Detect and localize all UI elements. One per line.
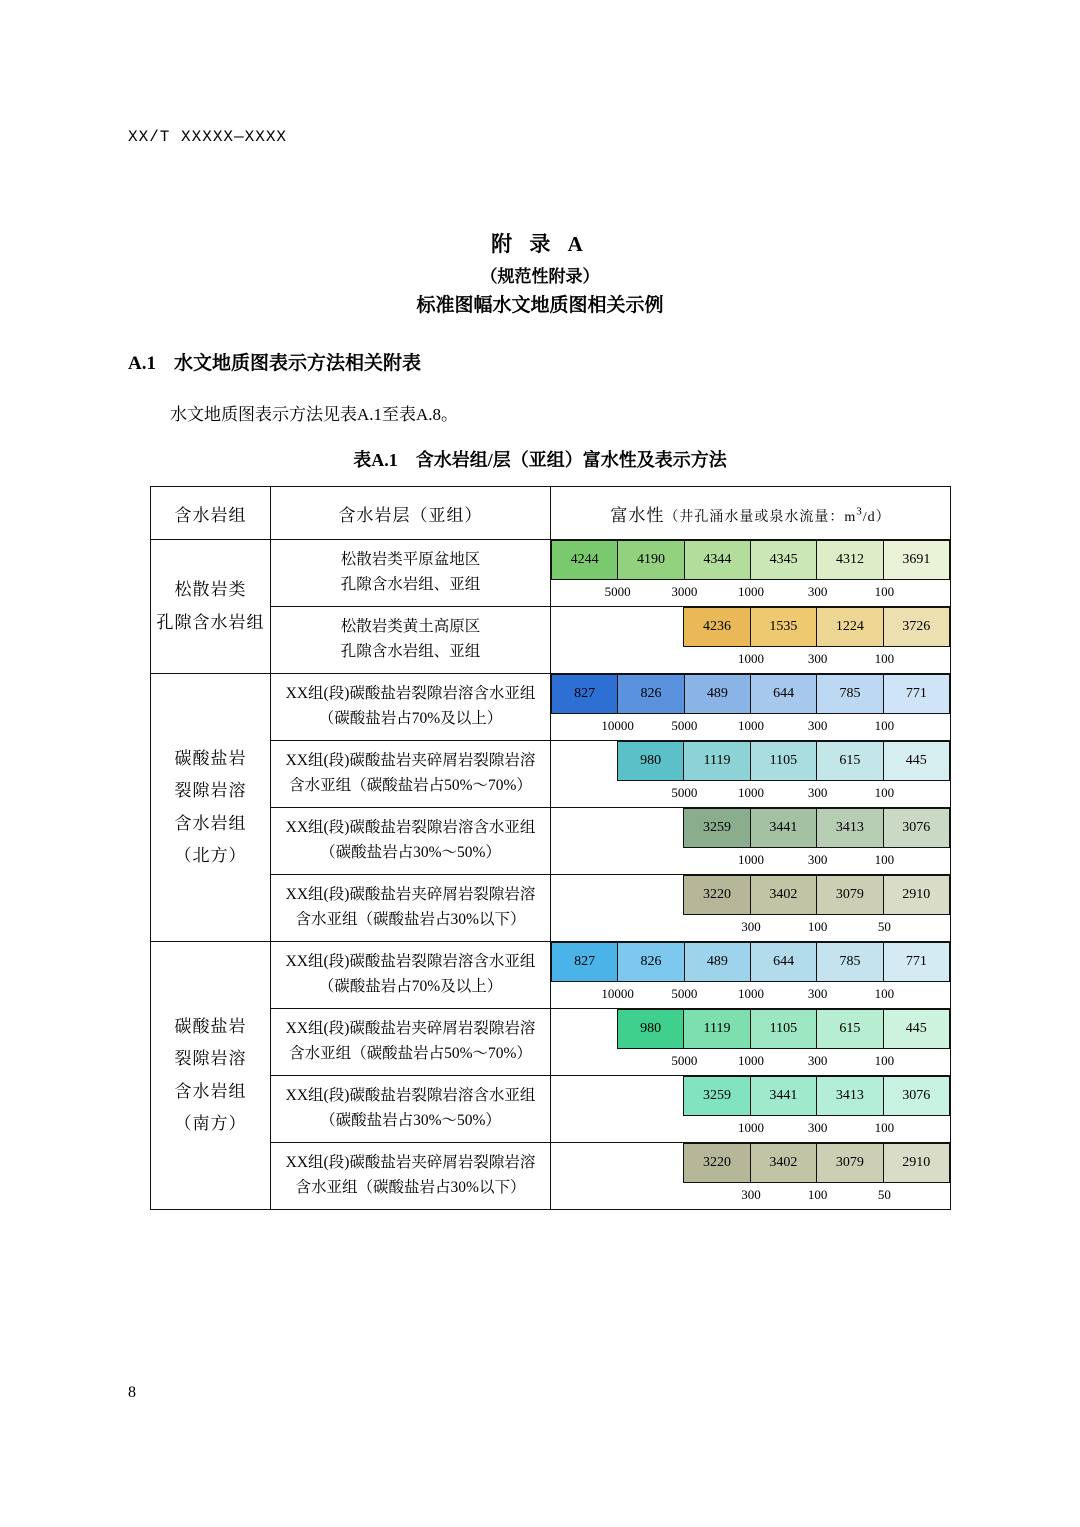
swatch-empty	[617, 1077, 683, 1116]
table-row	[151, 741, 951, 808]
aquifer-layer-label-line: （碳酸盐岩占30%～50%）	[320, 844, 501, 861]
scale-tick: 5000	[671, 785, 698, 800]
aquifer-group-name-line: 碳酸盐岩	[174, 748, 247, 768]
table-row	[151, 540, 951, 607]
scale-tick: 1000	[738, 718, 764, 733]
aquifer-layer-label-line: 含水亚组（碳酸盐岩占30%以下）	[295, 1179, 526, 1196]
swatch-empty	[617, 608, 683, 647]
scale-tick: 300	[741, 919, 761, 934]
swatch-value: 3691	[883, 541, 949, 580]
section-number: A.1	[128, 353, 156, 374]
scale-tick: 100	[874, 785, 895, 800]
aquifer-layer-label-line: 含水亚组（碳酸盐岩占50%～70%）	[289, 1045, 532, 1062]
table-row	[151, 808, 951, 875]
scale-tick: 300	[807, 1120, 828, 1135]
scale-tick: 300	[807, 986, 828, 1001]
swatch-value: 3259	[684, 1077, 750, 1116]
swatch-empty	[617, 1144, 683, 1183]
scale-tick: 1000	[738, 852, 764, 867]
scale-ticks	[551, 714, 950, 740]
water-abundance-scale	[551, 607, 951, 674]
color-swatch-row	[551, 607, 950, 647]
table-row	[151, 674, 951, 741]
water-abundance-note: （井孔涌水量或泉水流量：m	[664, 509, 857, 525]
swatch-value: 4244	[552, 541, 618, 580]
swatch-value: 980	[617, 742, 683, 781]
scale-tick: 100	[874, 986, 895, 1001]
swatch-value: 3076	[883, 1077, 949, 1116]
scale-ticks	[551, 1183, 950, 1209]
swatch-value: 4345	[750, 541, 816, 580]
scale-tick: 10000	[601, 986, 634, 1001]
aquifer-group-name	[151, 942, 271, 1210]
scale-tick: 100	[807, 919, 828, 934]
swatch-value: 489	[684, 943, 750, 982]
swatch-value: 3402	[750, 1144, 816, 1183]
swatch-value: 644	[750, 943, 816, 982]
table-header-row	[151, 487, 951, 540]
scale-tick: 300	[807, 718, 828, 733]
annex-name: 标准图幅水文地质图相关示例	[416, 295, 664, 316]
scale-tick: 300	[807, 1053, 828, 1068]
aquifer-layer-label-line: XX组(段)碳酸盐岩夹碎屑岩裂隙岩溶	[285, 1154, 536, 1172]
scale-ticks	[551, 848, 950, 874]
swatch-value: 4344	[684, 541, 750, 580]
swatch-value: 771	[883, 943, 949, 982]
swatch-empty	[551, 809, 617, 848]
scale-tick: 1000	[738, 1053, 764, 1068]
water-abundance-scale	[551, 1143, 951, 1210]
water-abundance-scale	[551, 540, 951, 607]
scale-tick: 300	[807, 651, 828, 666]
swatch-value: 1224	[817, 608, 883, 647]
swatch-empty	[551, 1144, 617, 1183]
aquifer-layer-label-line: 含水亚组（碳酸盐岩占50%～70%）	[289, 777, 532, 794]
document-code: XX/T XXXXX—XXXX	[128, 128, 288, 146]
swatch-value: 1105	[750, 742, 816, 781]
table-row	[151, 1076, 951, 1143]
scale-tick: 100	[874, 1053, 895, 1068]
swatch-empty	[617, 809, 683, 848]
scale-tick: 1000	[738, 1120, 764, 1135]
swatch-value: 3441	[750, 809, 816, 848]
scale-tick: 1000	[738, 584, 764, 599]
aquifer-layer-label-line: XX组(段)碳酸盐岩夹碎屑岩裂隙岩溶	[285, 752, 536, 770]
table-caption-text: 含水岩组/层（亚组）富水性及表示方法	[415, 450, 727, 470]
swatch-value: 2910	[883, 876, 949, 915]
color-swatch-row	[551, 875, 950, 915]
water-abundance-scale	[551, 741, 951, 808]
annex-subtitle: （规范性附录）	[480, 267, 600, 286]
swatch-value: 615	[817, 1010, 883, 1049]
swatch-value: 785	[817, 675, 883, 714]
swatch-value: 1105	[750, 1010, 816, 1049]
scale-tick: 300	[807, 785, 828, 800]
scale-tick: 10000	[601, 718, 634, 733]
aquifer-group-name-line: （北方）	[174, 845, 247, 865]
scale-tick: 100	[874, 1120, 895, 1135]
swatch-value: 3220	[684, 1144, 750, 1183]
color-swatch-row	[551, 942, 950, 982]
scale-tick: 1000	[738, 986, 764, 1001]
scale-ticks	[551, 982, 950, 1008]
scale-tick: 300	[807, 584, 828, 599]
swatch-value: 3076	[883, 809, 949, 848]
aquifer-layer-label-line: 含水亚组（碳酸盐岩占30%以下）	[295, 911, 526, 928]
swatch-value: 2910	[883, 1144, 949, 1183]
page-number: 8	[128, 1384, 136, 1401]
col-header-water-abundance	[551, 487, 951, 540]
aquifer-group-name-line: 孔隙含水岩组	[156, 612, 265, 632]
scale-tick: 100	[874, 852, 895, 867]
swatch-value: 771	[883, 675, 949, 714]
swatch-value: 445	[883, 742, 949, 781]
scale-tick: 50	[877, 1187, 891, 1202]
swatch-value: 3413	[817, 809, 883, 848]
swatch-value: 3079	[817, 1144, 883, 1183]
col-header-aquifer-layer: 含水岩层（亚组）	[271, 487, 551, 540]
scale-tick: 100	[874, 718, 895, 733]
scale-ticks	[551, 1049, 950, 1075]
scale-tick: 50	[877, 919, 891, 934]
water-abundance-scale	[551, 808, 951, 875]
water-abundance-scale	[551, 1076, 951, 1143]
swatch-empty	[551, 742, 617, 781]
swatch-value: 615	[817, 742, 883, 781]
aquifer-layer-label	[271, 875, 551, 942]
swatch-value: 644	[750, 675, 816, 714]
aquifer-layer-label	[271, 741, 551, 808]
aquifer-layer-label	[271, 942, 551, 1009]
aquifer-layer-label	[271, 540, 551, 607]
swatch-value: 826	[618, 943, 684, 982]
table-row	[151, 942, 951, 1009]
col-header-aquifer-group: 含水岩组	[151, 487, 271, 540]
color-swatch-row	[551, 674, 950, 714]
aquifer-group-name-line: 裂隙岩溶	[174, 781, 247, 801]
aquifer-layer-label-line: （碳酸盐岩占70%及以上）	[318, 978, 503, 995]
aquifer-group-name-line: 含水岩组	[174, 813, 247, 833]
aquifer-layer-label-line: （碳酸盐岩占30%～50%）	[320, 1112, 501, 1129]
scale-tick: 1000	[738, 651, 764, 666]
swatch-empty	[617, 876, 683, 915]
swatch-value: 1535	[750, 608, 816, 647]
aquifer-layer-label	[271, 808, 551, 875]
aquifer-layer-label-line: XX组(段)碳酸盐岩裂隙岩溶含水亚组	[285, 1087, 536, 1105]
swatch-empty	[551, 1077, 617, 1116]
table-row	[151, 607, 951, 674]
scale-ticks	[551, 647, 950, 673]
swatch-value: 3402	[750, 876, 816, 915]
section-title: 水文地质图表示方法相关附表	[173, 353, 421, 374]
color-swatch-row	[551, 1076, 950, 1116]
water-abundance-note2: /d）	[862, 509, 891, 525]
swatch-value: 826	[618, 675, 684, 714]
scale-tick: 5000	[671, 1053, 698, 1068]
aquifer-layer-label-line: 松散岩类平原盆地区	[340, 551, 481, 569]
table-row	[151, 1143, 951, 1210]
section-paragraph: 水文地质图表示方法见表A.1至表A.8。	[170, 405, 459, 424]
swatch-value: 980	[617, 1010, 683, 1049]
swatch-empty	[551, 608, 617, 647]
water-abundance-scale	[551, 942, 951, 1009]
scale-tick: 3000	[671, 584, 698, 599]
aquifer-layer-label-line: （碳酸盐岩占70%及以上）	[318, 710, 503, 727]
swatch-value: 785	[817, 943, 883, 982]
aquifer-group-name-line: 含水岩组	[174, 1081, 247, 1101]
aquifer-layer-label	[271, 607, 551, 674]
color-swatch-row	[551, 741, 950, 781]
scale-ticks	[551, 915, 950, 941]
table-row	[151, 875, 951, 942]
aquifer-group-name	[151, 674, 271, 942]
scale-tick: 5000	[671, 718, 698, 733]
swatch-value: 827	[552, 675, 618, 714]
swatch-value: 3441	[750, 1077, 816, 1116]
scale-tick: 5000	[671, 986, 698, 1001]
aquifer-layer-label-line: 孔隙含水岩组、亚组	[340, 643, 481, 660]
scale-ticks	[551, 580, 950, 606]
scale-ticks	[551, 1116, 950, 1142]
water-abundance-scale	[551, 674, 951, 741]
color-swatch-row	[551, 808, 950, 848]
table-caption-label: 表A.1	[353, 450, 398, 470]
swatch-value: 4190	[618, 541, 684, 580]
aquifer-layer-label-line: 孔隙含水岩组、亚组	[340, 576, 481, 593]
aquifer-group-name	[151, 540, 271, 674]
scale-tick: 100	[874, 651, 895, 666]
swatch-empty	[551, 1010, 617, 1049]
color-swatch-row	[551, 1009, 950, 1049]
swatch-value: 3726	[883, 608, 949, 647]
swatch-value: 1119	[684, 742, 750, 781]
water-abundance-main: 富水性	[610, 505, 665, 525]
table-row	[151, 1009, 951, 1076]
water-abundance-scale	[551, 1009, 951, 1076]
aquifer-layer-label-line: XX组(段)碳酸盐岩裂隙岩溶含水亚组	[285, 953, 536, 971]
water-abundance-scale	[551, 875, 951, 942]
swatch-value: 489	[684, 675, 750, 714]
scale-tick: 100	[874, 584, 895, 599]
scale-ticks	[551, 781, 950, 807]
water-abundance-unit-sup: 3	[856, 504, 863, 517]
table-a1	[150, 486, 951, 1210]
aquifer-group-name-line: 松散岩类	[174, 580, 247, 600]
swatch-value: 827	[552, 943, 618, 982]
swatch-value: 445	[883, 1010, 949, 1049]
aquifer-layer-label-line: 松散岩类黄土高原区	[340, 618, 481, 636]
swatch-value: 4236	[684, 608, 750, 647]
aquifer-layer-label-line: XX组(段)碳酸盐岩裂隙岩溶含水亚组	[285, 685, 536, 703]
swatch-value: 4312	[817, 541, 883, 580]
aquifer-group-name-line: （南方）	[174, 1113, 247, 1133]
aquifer-layer-label	[271, 1009, 551, 1076]
swatch-value: 3079	[817, 876, 883, 915]
color-swatch-row	[551, 540, 950, 580]
swatch-empty	[551, 876, 617, 915]
scale-tick: 5000	[604, 584, 631, 599]
aquifer-layer-label-line: XX组(段)碳酸盐岩夹碎屑岩裂隙岩溶	[285, 1020, 536, 1038]
aquifer-layer-label	[271, 1076, 551, 1143]
aquifer-layer-label-line: XX组(段)碳酸盐岩夹碎屑岩裂隙岩溶	[285, 886, 536, 904]
color-swatch-row	[551, 1143, 950, 1183]
table-a1-wrapper	[150, 486, 950, 1210]
scale-tick: 300	[741, 1187, 761, 1202]
swatch-value: 3259	[684, 809, 750, 848]
aquifer-layer-label-line: XX组(段)碳酸盐岩裂隙岩溶含水亚组	[285, 819, 536, 837]
swatch-value: 3220	[684, 876, 750, 915]
section-heading	[128, 348, 421, 375]
swatch-value: 1119	[684, 1010, 750, 1049]
scale-tick: 1000	[738, 785, 764, 800]
table-caption	[0, 446, 1080, 472]
annex-title: 附 录 A	[491, 232, 589, 256]
scale-tick: 300	[807, 852, 828, 867]
scale-tick: 100	[807, 1187, 828, 1202]
aquifer-group-name-line: 裂隙岩溶	[174, 1049, 247, 1069]
aquifer-layer-label	[271, 1143, 551, 1210]
aquifer-layer-label	[271, 674, 551, 741]
aquifer-group-name-line: 碳酸盐岩	[174, 1016, 247, 1036]
swatch-value: 3413	[817, 1077, 883, 1116]
